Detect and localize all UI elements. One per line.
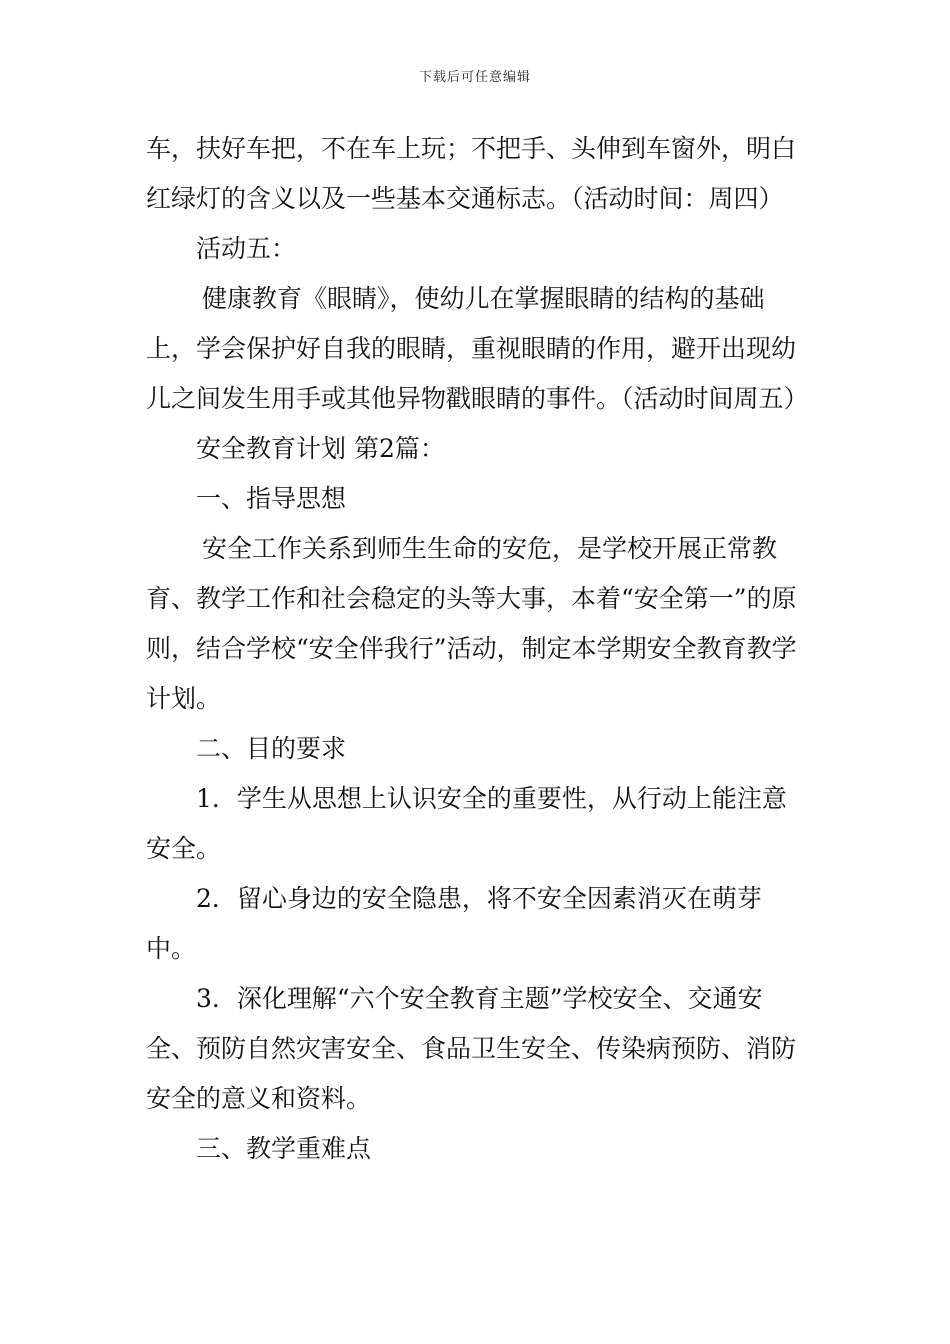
section-heading-guiding-ideology: 一、指导思想 <box>196 484 347 513</box>
section-heading-objectives: 二、目的要求 <box>196 734 347 763</box>
paragraph-activity-five-heading: 活动五： <box>196 234 297 263</box>
list-item-objective-3: 3．深化理解“六个安全教育主题”学校安全、交通安全、预防自然灾害安全、食品卫生安全、传染病预防、消防安全的意义和资料。 <box>146 984 797 1113</box>
paragraph-guiding-ideology: 安全工作关系到师生生命的安危，是学校开展正常教育、教学工作和社会稳定的头等大事，本着“安全第一”的原则，结合学校“安全伴我行”活动，制定本学期安全教育教学计划。 <box>146 534 797 713</box>
document-body <box>146 124 810 1174</box>
section-heading-key-difficulties: 三、教学重难点 <box>196 1134 372 1163</box>
paragraph-continuation: 车，扶好车把，不在车上玩；不把手、头伸到车窗外，明白红绿灯的含义以及一些基本交通标志。（活动时间：周四） <box>146 134 797 213</box>
list-item-objective-1: 1．学生从思想上认识安全的重要性，从行动上能注意安全。 <box>146 784 787 863</box>
paragraph-eye-health-education: 健康教育《眼睛》，使幼儿在掌握眼睛的结构的基础上，学会保护好自我的眼睛，重视眼睛的作用，避开出现幼儿之间发生用手或其他异物戳眼睛的事件。（活动时间周五） <box>146 284 809 413</box>
paragraph-plan-part-two-title: 安全教育计划 第2篇： <box>196 434 445 463</box>
list-item-objective-2: 2．留心身边的安全隐患，将不安全因素消灭在萌芽中。 <box>146 884 762 963</box>
page-header-note: 下载后可任意编辑 <box>418 70 531 85</box>
